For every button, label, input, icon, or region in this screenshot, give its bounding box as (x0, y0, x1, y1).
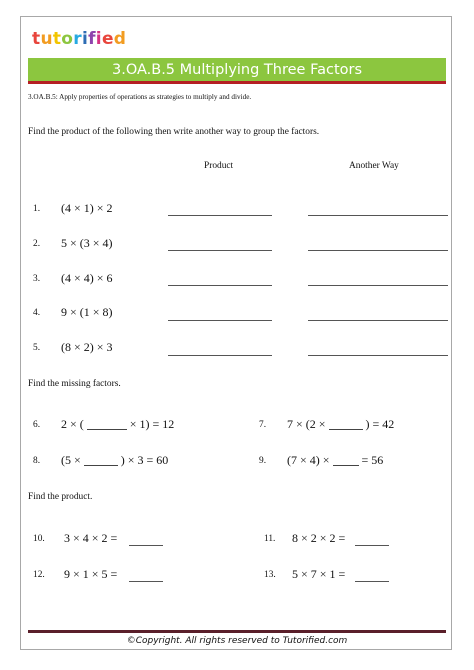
answer-line[interactable] (355, 581, 389, 582)
problem-number: 1. (33, 204, 41, 214)
problem-expression: (8 × 2) × 3 (61, 340, 113, 354)
standard-description: 3.OA.B.5: Apply properties of operations as strategies to multiply and divide. (28, 93, 252, 101)
answer-line[interactable] (355, 545, 389, 546)
problem-expression: 5 × 7 × 1 = (292, 567, 346, 581)
missing-factor-expression (287, 453, 383, 467)
page-title: 3.OA.B.5 Multiplying Three Factors (111, 62, 363, 78)
footer-rule (28, 630, 446, 633)
logo-letter: u (40, 29, 53, 49)
problem-expression: 8 × 2 × 2 = (292, 531, 346, 545)
problem-number: 12. (33, 570, 45, 580)
tutorified-logo (32, 28, 126, 50)
section2-instruction: Find the missing factors. (28, 379, 121, 389)
problem-number: 7. (259, 420, 267, 430)
expression-part: ) × 3 = 60 (120, 453, 169, 467)
logo-letter: d (113, 29, 127, 49)
missing-factor-expression (287, 417, 394, 431)
problem-number: 10. (33, 534, 45, 544)
column-header-product: Product (204, 161, 234, 171)
missing-factor-expression (61, 417, 174, 431)
expression-part: ) = 42 (365, 417, 395, 431)
problem-number: 8. (33, 456, 41, 466)
logo-letter: t (52, 29, 62, 49)
expression-part: 2 × ( (61, 417, 84, 431)
expression-part: × 1) = 12 (129, 417, 175, 431)
problem-expression: (4 × 4) × 6 (61, 271, 113, 285)
expression-part: (5 × (61, 453, 81, 467)
problem-expression: 9 × (1 × 8) (61, 305, 113, 319)
another-way-answer-line[interactable] (308, 285, 448, 286)
missing-factor-blank[interactable] (333, 453, 359, 466)
logo-letter: t (32, 29, 41, 49)
section1-instruction: Find the product of the following then write another way to group the factors. (28, 127, 320, 137)
another-way-answer-line[interactable] (308, 355, 448, 356)
missing-factor-blank[interactable] (329, 417, 363, 430)
problem-expression: 3 × 4 × 2 = (64, 531, 118, 545)
problem-number: 9. (259, 456, 267, 466)
another-way-answer-line[interactable] (308, 215, 448, 216)
missing-factor-blank[interactable] (87, 417, 127, 430)
column-header-another-way: Another Way (349, 161, 399, 171)
problem-expression: (4 × 1) × 2 (61, 201, 113, 215)
another-way-answer-line[interactable] (308, 320, 448, 321)
product-answer-line[interactable] (168, 320, 272, 321)
logo-letter: r (73, 29, 82, 49)
expression-part: = 56 (361, 453, 384, 467)
missing-factor-expression (61, 453, 168, 467)
problem-expression: 9 × 1 × 5 = (64, 567, 118, 581)
logo-letter: i (95, 29, 102, 49)
problem-number: 6. (33, 420, 41, 430)
section3-instruction: Find the product. (28, 492, 93, 502)
expression-part: 7 × (2 × (287, 417, 326, 431)
problem-number: 5. (33, 343, 41, 353)
missing-factor-blank[interactable] (84, 453, 118, 466)
page-border (20, 16, 452, 650)
logo-letter: f (88, 29, 96, 49)
product-answer-line[interactable] (168, 355, 272, 356)
logo-letter: o (61, 29, 74, 49)
problem-number: 2. (33, 239, 41, 249)
logo-letter: i (81, 29, 89, 49)
product-answer-line[interactable] (168, 250, 272, 251)
product-answer-line[interactable] (168, 285, 272, 286)
problem-number: 13. (264, 570, 276, 580)
another-way-answer-line[interactable] (308, 250, 448, 251)
product-answer-line[interactable] (168, 215, 272, 216)
expression-part: (7 × 4) × (287, 453, 330, 467)
copyright-footer: ©Copyright. All rights reserved to Tutorified.com (126, 636, 348, 646)
problem-expression: 5 × (3 × 4) (61, 236, 113, 250)
answer-line[interactable] (129, 545, 163, 546)
logo-letter: e (101, 29, 114, 49)
problem-number: 4. (33, 308, 41, 318)
problem-number: 11. (264, 534, 276, 544)
title-bar (28, 58, 446, 84)
problem-number: 3. (33, 274, 41, 284)
answer-line[interactable] (129, 581, 163, 582)
